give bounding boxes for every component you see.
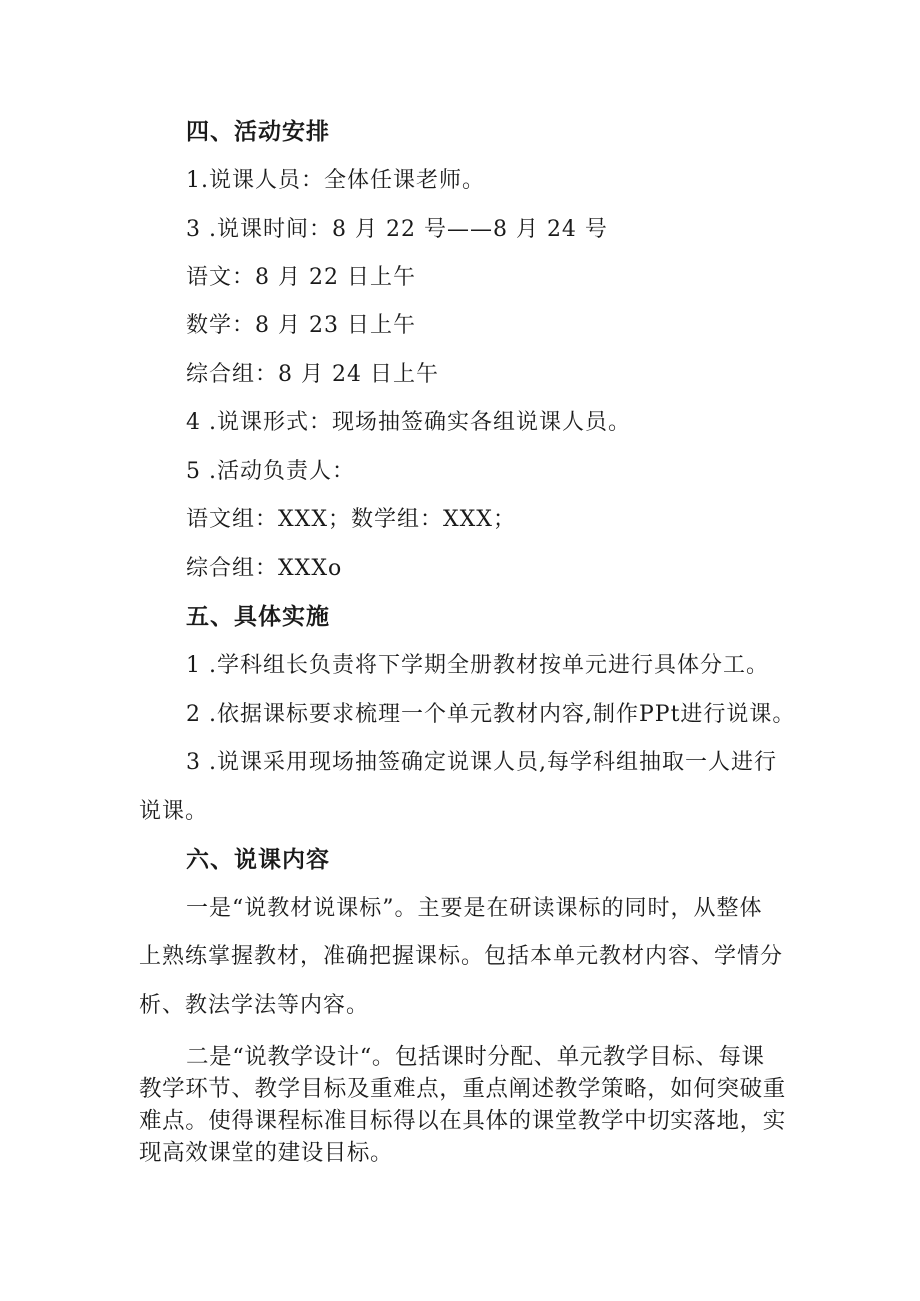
section-heading-lecture-content: 六、说课内容 [186, 847, 330, 873]
list-item: 综合组：8 月 24 日上午 [186, 362, 439, 387]
paragraph-line: 上熟练掌握教材，准确把握课标。包括本单元教材内容、学情分 [139, 944, 784, 969]
list-item: 3 .说课采用现场抽签确定说课人员,每学科组抽取一人进行 [186, 750, 777, 775]
list-item: 语文：8 月 22 日上午 [186, 265, 416, 290]
list-item: 1.说课人员：全体任课老师。 [186, 168, 485, 193]
paragraph-line: 二是“说教学设计“。包括课时分配、单元教学目标、每课 [186, 1044, 765, 1070]
section-heading-activity-arrangement: 四、活动安排 [186, 119, 330, 145]
list-item: 1 .学科组长负责将下学期全册教材按单元进行具体分工。 [186, 653, 769, 678]
paragraph-line: 现高效课堂的建设目标。 [139, 1140, 394, 1166]
list-item: 5 .活动负责人： [186, 459, 355, 484]
paragraph-line: 难点。使得课程标准目标得以在具体的课堂教学中切实落地，实 [139, 1108, 786, 1134]
paragraph-line: 析、教法学法等内容。 [139, 993, 370, 1018]
list-item: 3 .说课时间：8 月 22 号——8 月 24 号 [186, 217, 608, 242]
paragraph-line: 教学环节、教学目标及重难点，重点阐述教学策略，如何突破重 [139, 1076, 786, 1102]
list-item: 4 .说课形式：现场抽签确实各组说课人员。 [186, 410, 631, 435]
list-item: 数学：8 月 23 日上午 [186, 313, 416, 338]
list-item: 综合组：XXXo [186, 556, 343, 581]
list-item-continuation: 说课。 [139, 799, 209, 824]
list-item: 语文组：XXX；数学组：XXX； [186, 507, 516, 532]
section-heading-implementation: 五、具体实施 [186, 604, 330, 630]
paragraph-line: 一是“说教材说课标”。主要是在研读课标的同时，从整体 [186, 896, 763, 921]
list-item: 2 .依据课标要求梳理一个单元教材内容,制作PPt进行说课。 [186, 702, 796, 727]
